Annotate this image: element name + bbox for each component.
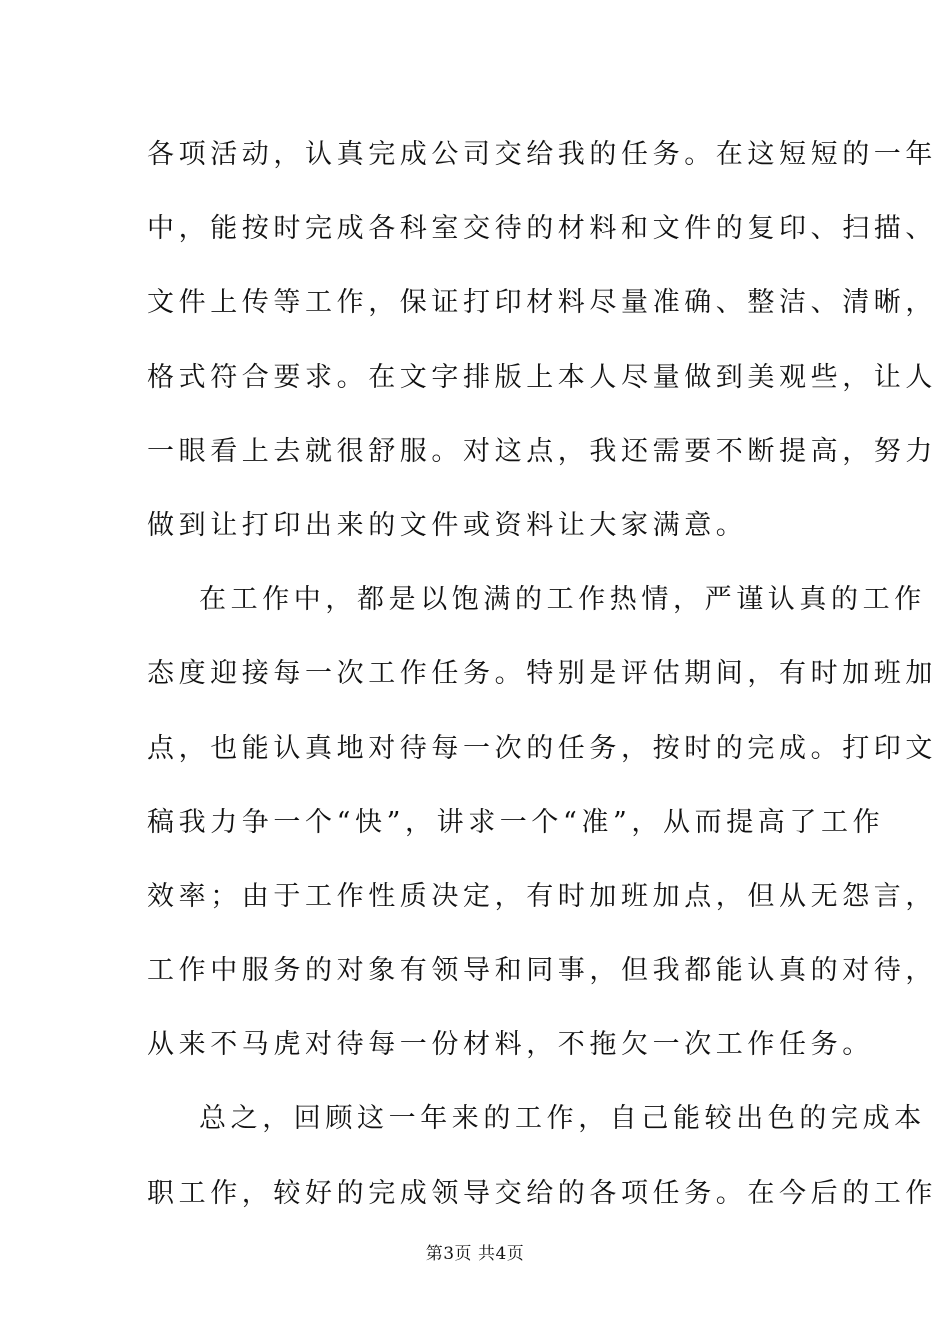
body-text <box>147 126 937 1239</box>
text-line: 态度迎接每一次工作任务。特别是评估期间，有时加班加 <box>147 658 937 690</box>
paragraph-start-line: 在工作中，都是以饱满的工作热情，严谨认真的工作 <box>199 584 926 616</box>
text-line: 职工作，较好的完成领导交给的各项任务。在今后的工作 <box>147 1177 937 1209</box>
text-line: 一眼看上去就很舒服。对这点，我还需要不断提高，努力 <box>147 435 937 467</box>
text-line: 格式符合要求。在文字排版上本人尽量做到美观些，让人 <box>147 361 937 393</box>
text-line: 效率；由于工作性质决定，有时加班加点，但从无怨言， <box>147 880 937 912</box>
page-footer: 第3页 共4页 <box>425 1244 525 1264</box>
text-line: 工作中服务的对象有领导和同事，但我都能认真的对待， <box>147 955 937 987</box>
text-line: 各项活动，认真完成公司交给我的任务。在这短短的一年 <box>147 139 937 170</box>
text-line: 做到让打印出来的文件或资料让大家满意。 <box>147 509 748 541</box>
text-line: 稿我力争一个“快”，讲求一个“准”，从而提高了工作 <box>147 806 885 838</box>
paragraph-start-line: 总之，回顾这一年来的工作，自己能较出色的完成本 <box>199 1103 926 1135</box>
text-line: 从来不马虎对待每一份材料，不拖欠一次工作任务。 <box>147 1029 874 1061</box>
text-line: 中，能按时完成各科室交待的材料和文件的复印、扫描、 <box>147 213 937 245</box>
text-line: 文件上传等工作，保证打印材料尽量准确、整洁、清晰， <box>147 287 937 319</box>
text-line: 点，也能认真地对待每一次的任务，按时的完成。打印文 <box>147 732 937 764</box>
